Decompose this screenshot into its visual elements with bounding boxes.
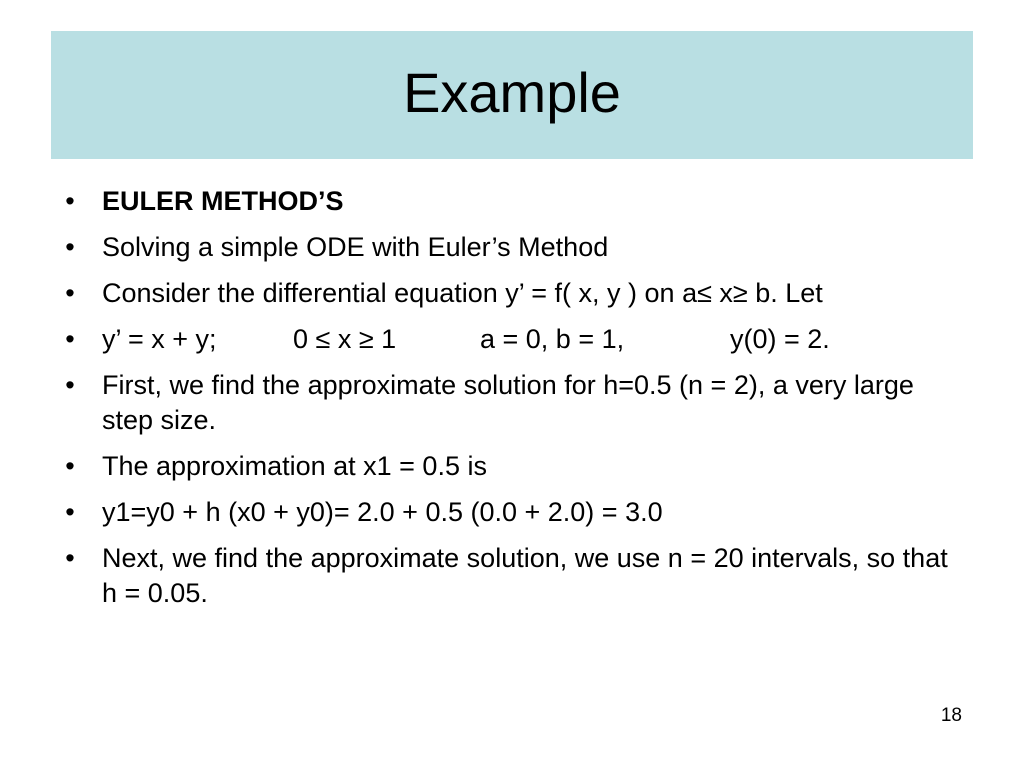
bullet-text: First, we find the approximate solution for h=0.5 (n = 2), a very large step size. [102,370,914,435]
slide-title: Example [403,61,621,124]
bullet-text: The approximation at x1 = 0.5 is [102,451,487,481]
title-bar [51,31,973,159]
equation-segment: y’ = x + y; [102,324,217,354]
bullet-point-icon: • [65,451,75,481]
bullet-point-icon: • [65,278,75,308]
bullet-item-first-approximation [60,368,960,438]
bullet-item-next-approximation [60,541,960,611]
bullet-text: y1=y0 + h (x0 + y0)= 2.0 + 0.5 (0.0 + 2.0) = 3.0 [102,497,663,527]
page-number: 18 [940,705,962,726]
bullet-point-icon: • [65,324,75,354]
initial-condition-segment: y(0) = 2. [730,324,830,354]
bullet-text: Next, we find the approximate solution, we use n = 20 intervals, so that h = 0.05. [102,543,948,608]
bullet-text: Consider the differential equation y’ = f( x, y ) on a≤ x≥ b. Let [102,278,823,308]
bullet-item-euler-method [60,184,960,219]
bullet-text: Solving a simple ODE with Euler’s Method [102,232,609,262]
bullet-point-icon: • [65,497,75,527]
bullet-point-icon: • [65,186,75,216]
interval-segment: a = 0, b = 1, [480,324,625,354]
bullet-point-icon: • [65,370,75,400]
bullet-item-equation-conditions [60,322,960,357]
bullet-list [60,184,960,622]
bullet-item-differential-equation [60,276,960,311]
bullet-item-solving-ode [60,230,960,265]
bullet-point-icon: • [65,543,75,573]
bullet-point-icon: • [65,232,75,262]
bullet-text: EULER METHOD’S [102,186,344,216]
range-segment: 0 ≤ x ≥ 1 [293,324,397,354]
bullet-item-approximation-x1 [60,449,960,484]
bullet-item-y1-computation [60,495,960,530]
